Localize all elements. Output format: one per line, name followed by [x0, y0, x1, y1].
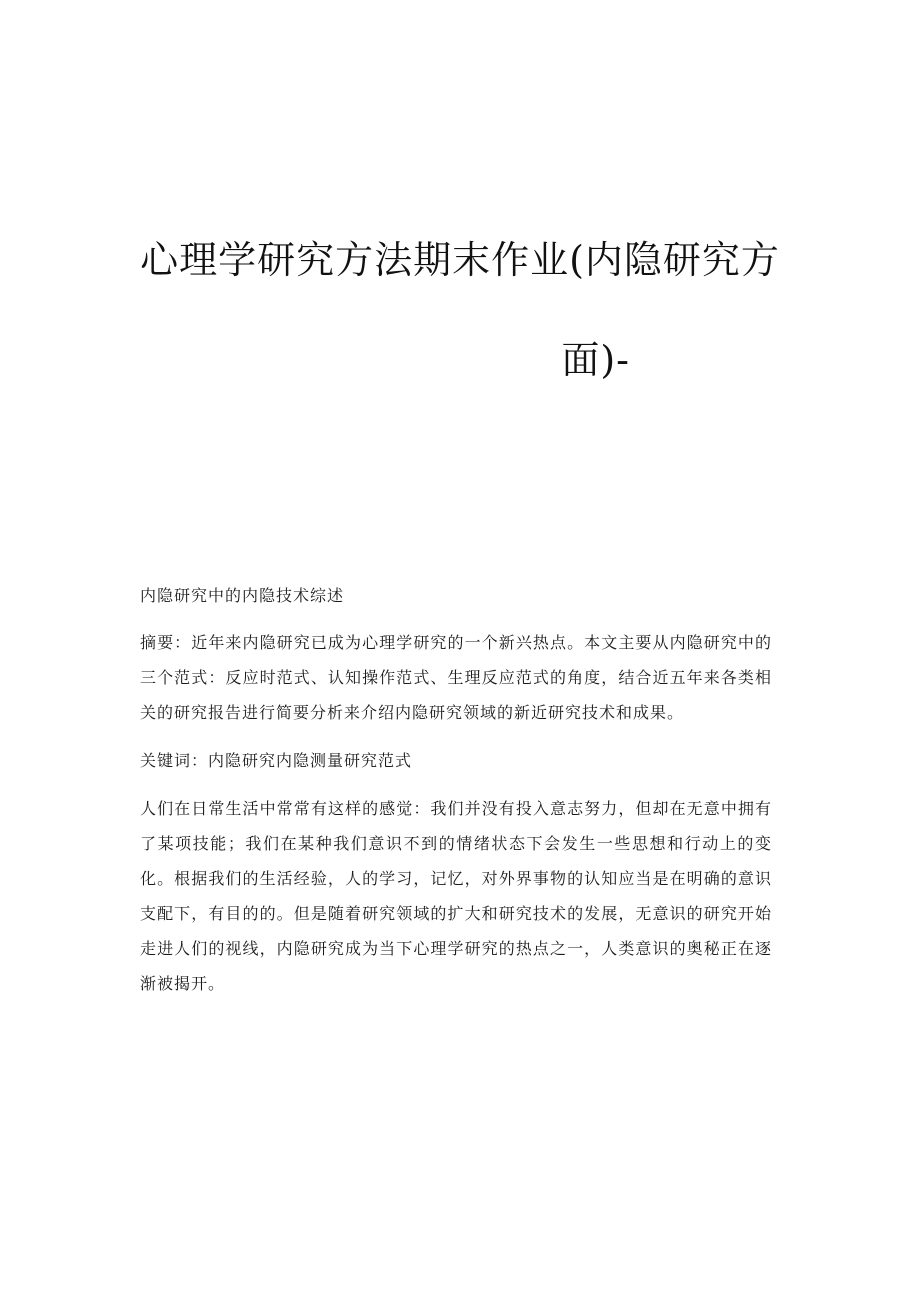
subtitle: 内隐研究中的内隐技术综述: [140, 586, 345, 605]
keywords-paragraph: 关键词：内隐研究内隐测量研究范式: [140, 751, 413, 770]
title-line-1: 心理学研究方法期末作业(内隐研究方: [140, 238, 780, 282]
document-title: [120, 210, 800, 410]
abstract-paragraph: 摘要：近年来内隐研究已成为心理学研究的一个新兴热点。本文主要从内隐研究中的三个范式：反应时范式、认知操作范式、生理反应范式的角度，结合近五年来各类相关的研究报告进行简要分析来介绍内隐研究领域的新近研究技术和成果。: [140, 633, 772, 722]
document-body: [140, 578, 772, 1014]
intro-paragraph: 人们在日常生活中常常有这样的感觉：我们并没有投入意志努力，但却在无意中拥有了某项技能；我们在某种我们意识不到的情绪状态下会发生一些思想和行动上的变化。根据我们的生活经验，人的学习，记忆，对外界事物的认知应当是在明确的意识支配下，有目的的。但是随着研究领域的扩大和研究技术的发展，无意识的研究开始走进人们的视线，内隐研究成为当下心理学研究的热点之一，人类意识的奥秘正在逐渐被揭开。: [140, 799, 772, 993]
title-line-2: 面)-: [561, 338, 630, 382]
